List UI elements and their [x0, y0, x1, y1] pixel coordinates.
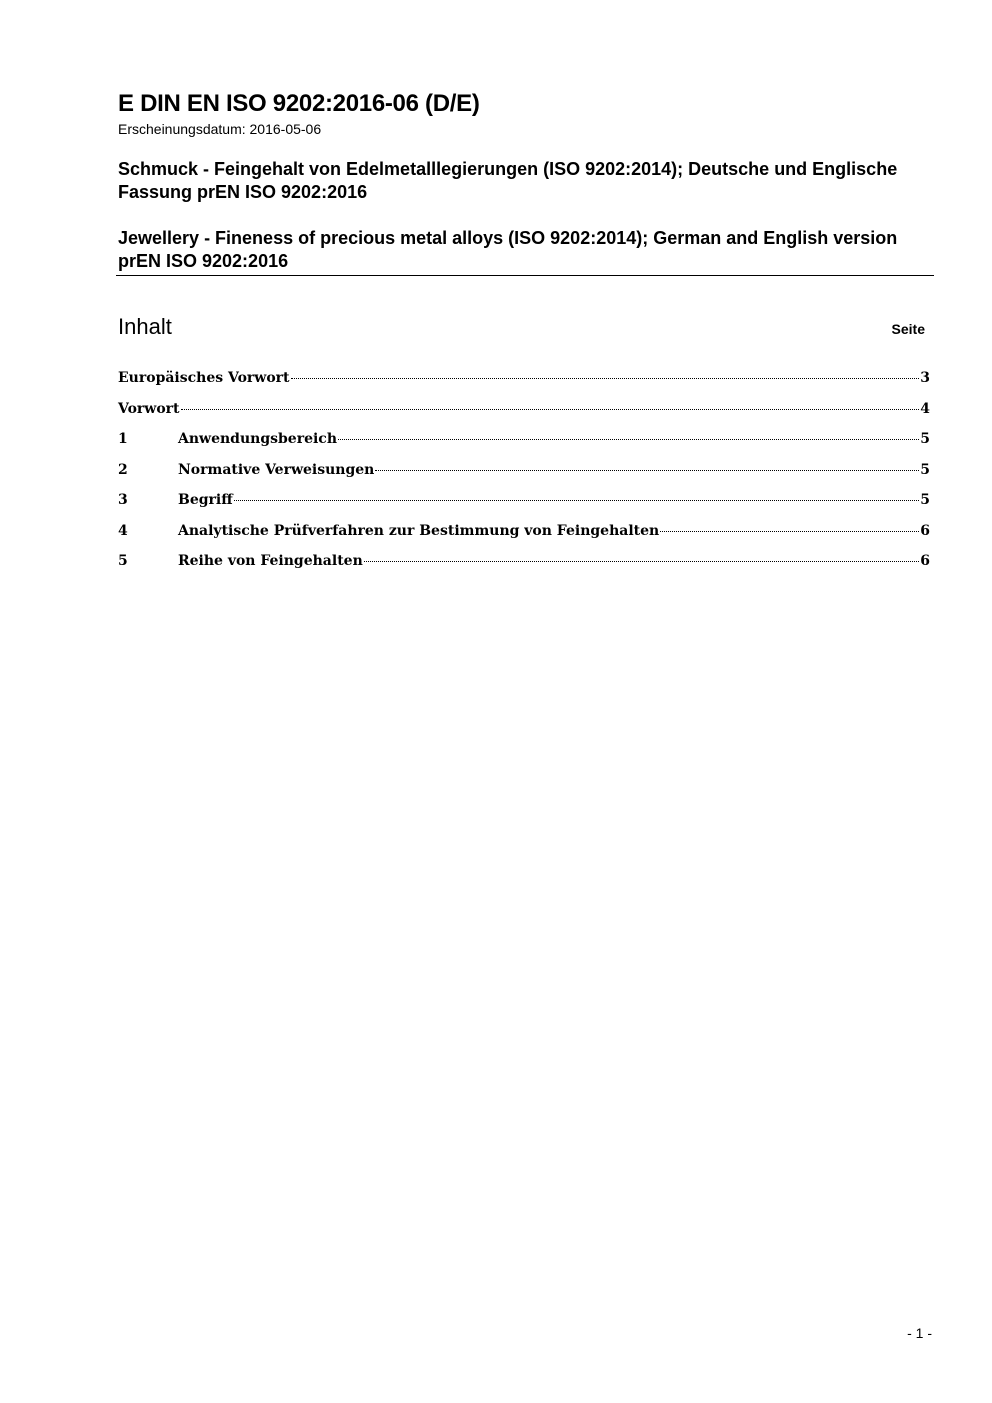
toc-leader-dots — [660, 530, 919, 532]
title-german: Schmuck - Feingehalt von Edelmetalllegierungen (ISO 9202:2014); Deutsche und Englische Fassung prEN ISO 9202:2016 — [118, 159, 898, 202]
toc-leader-dots — [338, 438, 919, 440]
toc-entry-title: Begriff — [178, 492, 233, 508]
toc-heading: Inhalt — [118, 314, 172, 339]
toc-entry-page: 6 — [920, 522, 930, 539]
toc-entry-page: 5 — [920, 461, 930, 478]
document-id: E DIN EN ISO 9202:2016-06 (D/E) — [118, 90, 480, 117]
toc-entry-begriff[interactable] — [118, 492, 930, 523]
toc-leader-dots — [364, 560, 920, 562]
toc-entry-europaeisches-vorwort[interactable] — [118, 370, 930, 401]
toc-entry-title: Vorwort — [118, 400, 180, 417]
header-divider — [116, 275, 934, 276]
page-number: - 1 - — [907, 1325, 932, 1341]
toc-entry-vorwort[interactable] — [118, 401, 930, 432]
toc-entry-title: Analytische Prüfverfahren zur Bestimmung von Feingehalten — [178, 522, 660, 539]
toc-entry-title: Europäisches Vorwort — [118, 370, 290, 386]
toc-page-column-label: Seite — [891, 321, 925, 337]
toc-entry-title: Normative Verweisungen — [178, 461, 375, 478]
toc-entry-title: Reihe von Feingehalten — [178, 553, 363, 569]
toc-entry-number: 3 — [118, 492, 128, 508]
title-english: Jewellery - Fineness of precious metal alloys (ISO 9202:2014); German and English version prEN ISO 9202:2016 — [118, 228, 898, 271]
toc-entry-page: 6 — [920, 553, 930, 569]
table-of-contents — [118, 370, 930, 584]
toc-entry-number: 4 — [118, 522, 128, 539]
toc-entry-number: 1 — [118, 431, 128, 447]
toc-entry-anwendungsbereich[interactable] — [118, 431, 930, 462]
toc-leader-dots — [291, 377, 920, 379]
publication-date: Erscheinungsdatum: 2016-05-06 — [118, 121, 322, 137]
toc-leader-dots — [181, 408, 920, 410]
toc-entry-number: 2 — [118, 461, 128, 478]
toc-entry-page: 4 — [920, 400, 930, 417]
toc-leader-dots — [234, 499, 920, 501]
toc-entry-page: 3 — [920, 370, 930, 386]
toc-entry-normative-verweisungen[interactable] — [118, 462, 930, 493]
toc-entry-number: 5 — [118, 553, 128, 569]
toc-entry-reihe-von-feingehalten[interactable] — [118, 553, 930, 584]
toc-leader-dots — [375, 469, 919, 471]
toc-entry-page: 5 — [920, 431, 930, 447]
toc-entry-analytische-pruefverfahren[interactable] — [118, 523, 930, 554]
toc-entry-page: 5 — [920, 492, 930, 508]
toc-entry-title: Anwendungsbereich — [178, 431, 337, 447]
